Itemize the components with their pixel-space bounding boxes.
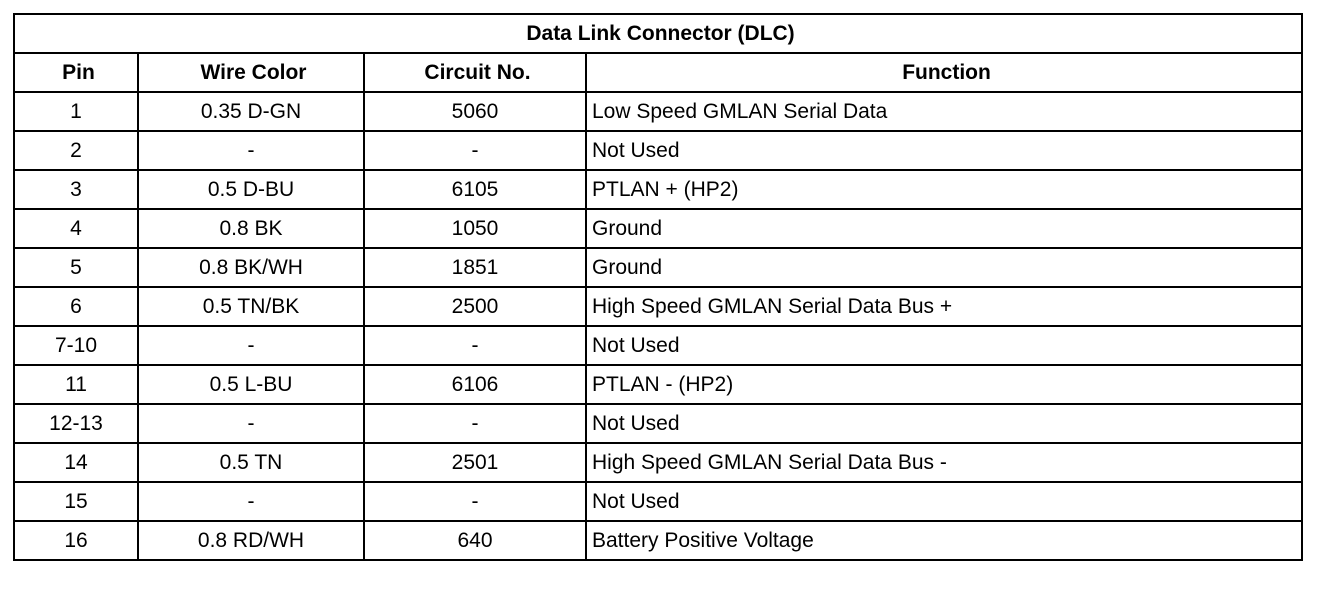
function-cell: Low Speed GMLAN Serial Data: [586, 92, 1302, 131]
function-cell: Ground: [586, 248, 1302, 287]
function-cell: Not Used: [586, 326, 1302, 365]
table-row: [14, 287, 1302, 326]
wire-color-cell: 0.8 RD/WH: [138, 521, 364, 560]
table-row: [14, 209, 1302, 248]
function-cell: Not Used: [586, 404, 1302, 443]
pin-cell: 16: [14, 521, 138, 560]
pin-cell: 12-13: [14, 404, 138, 443]
circuit-no-cell: 2500: [364, 287, 586, 326]
circuit-no-cell: -: [364, 326, 586, 365]
wire-color-cell: 0.35 D-GN: [138, 92, 364, 131]
header-wire-color: Wire Color: [138, 53, 364, 92]
pin-cell: 15: [14, 482, 138, 521]
header-circuit-no: Circuit No.: [364, 53, 586, 92]
table-title: Data Link Connector (DLC): [14, 14, 1302, 53]
function-cell: High Speed GMLAN Serial Data Bus -: [586, 443, 1302, 482]
table-row: [14, 92, 1302, 131]
wire-color-cell: -: [138, 131, 364, 170]
pin-cell: 5: [14, 248, 138, 287]
table-row: [14, 521, 1302, 560]
function-cell: Not Used: [586, 482, 1302, 521]
function-cell: High Speed GMLAN Serial Data Bus +: [586, 287, 1302, 326]
header-row: [14, 53, 1302, 92]
circuit-no-cell: 6105: [364, 170, 586, 209]
header-pin: Pin: [14, 53, 138, 92]
wire-color-cell: 0.5 D-BU: [138, 170, 364, 209]
table-row: [14, 365, 1302, 404]
wire-color-cell: -: [138, 482, 364, 521]
function-cell: Not Used: [586, 131, 1302, 170]
pin-cell: 7-10: [14, 326, 138, 365]
circuit-no-cell: 5060: [364, 92, 586, 131]
wire-color-cell: -: [138, 404, 364, 443]
table-row: [14, 404, 1302, 443]
table-row: [14, 131, 1302, 170]
table-row: [14, 248, 1302, 287]
wire-color-cell: -: [138, 326, 364, 365]
wire-color-cell: 0.5 TN: [138, 443, 364, 482]
table-row: [14, 326, 1302, 365]
function-cell: PTLAN - (HP2): [586, 365, 1302, 404]
header-function: Function: [586, 53, 1302, 92]
circuit-no-cell: 2501: [364, 443, 586, 482]
pin-cell: 11: [14, 365, 138, 404]
wire-color-cell: 0.5 L-BU: [138, 365, 364, 404]
function-cell: Battery Positive Voltage: [586, 521, 1302, 560]
pin-cell: 6: [14, 287, 138, 326]
circuit-no-cell: -: [364, 482, 586, 521]
title-row: [14, 14, 1302, 53]
circuit-no-cell: 1851: [364, 248, 586, 287]
pin-cell: 3: [14, 170, 138, 209]
circuit-no-cell: 1050: [364, 209, 586, 248]
function-cell: Ground: [586, 209, 1302, 248]
pin-cell: 14: [14, 443, 138, 482]
wire-color-cell: 0.8 BK/WH: [138, 248, 364, 287]
table-row: [14, 170, 1302, 209]
wire-color-cell: 0.8 BK: [138, 209, 364, 248]
table-row: [14, 482, 1302, 521]
pin-cell: 4: [14, 209, 138, 248]
circuit-no-cell: -: [364, 404, 586, 443]
table-body: [14, 92, 1302, 560]
circuit-no-cell: -: [364, 131, 586, 170]
circuit-no-cell: 640: [364, 521, 586, 560]
circuit-no-cell: 6106: [364, 365, 586, 404]
function-cell: PTLAN + (HP2): [586, 170, 1302, 209]
pin-cell: 2: [14, 131, 138, 170]
pin-cell: 1: [14, 92, 138, 131]
table-row: [14, 443, 1302, 482]
wire-color-cell: 0.5 TN/BK: [138, 287, 364, 326]
dlc-pinout-table: [13, 13, 1303, 561]
